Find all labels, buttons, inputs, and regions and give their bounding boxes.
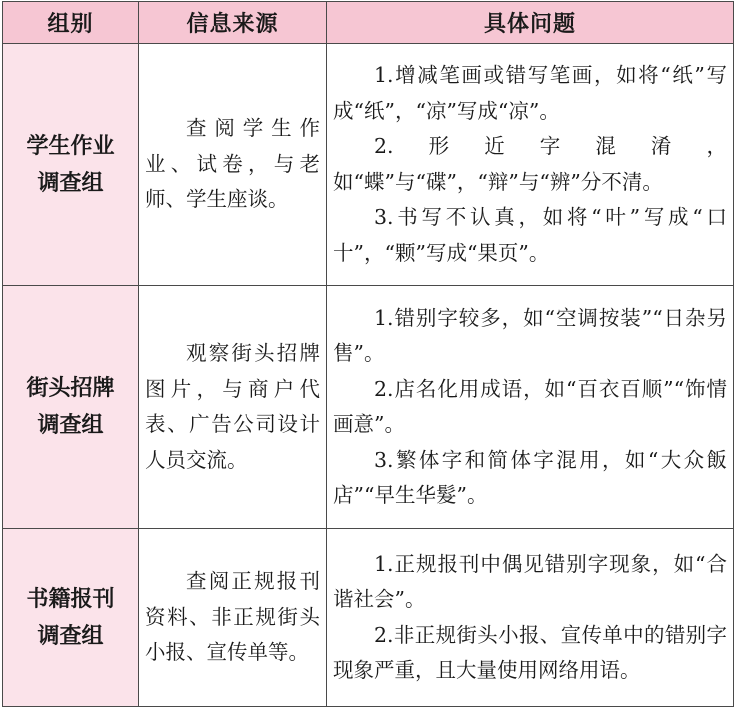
issues-cell	[327, 529, 734, 707]
issue-item: 1.增减笔画或错写笔画，如将“纸”写成“纸”，“凉”写成“凉”。	[333, 63, 727, 123]
table-header-row	[3, 2, 734, 44]
group-name-line2: 调查组	[37, 623, 104, 649]
source-text: 查阅正规报刊资料、非正规街头小报、宣传单等。	[145, 569, 320, 665]
issue-item: 2.非正规街头小报、宣传单中的错别字现象严重，且大量使用网络用语。	[333, 622, 727, 682]
source-cell	[139, 529, 327, 707]
table-row	[3, 44, 734, 286]
group-name-line1: 书籍报刊	[26, 586, 115, 612]
group-name-line2: 调查组	[37, 170, 104, 196]
survey-results-table	[2, 1, 734, 707]
source-cell	[139, 286, 327, 529]
header-group: 组别	[3, 2, 139, 44]
source-text: 观察街头招牌图片，与商户代表、广告公司设计人员交流。	[145, 341, 320, 472]
source-cell	[139, 44, 327, 286]
group-cell	[3, 529, 139, 707]
header-source: 信息来源	[139, 2, 327, 44]
issue-item: 1.错别字较多，如“空调按装”“日杂另售”。	[333, 305, 727, 365]
header-issues: 具体问题	[327, 2, 734, 44]
group-name-line1: 学生作业	[26, 133, 115, 159]
issues-cell	[327, 286, 734, 529]
group-name-line2: 调查组	[37, 413, 104, 438]
issue-item: 2.店名化用成语，如“百衣百顺”“饰情画意”。	[333, 376, 727, 436]
group-cell	[3, 286, 139, 529]
source-text: 查阅学生作业、试卷，与老师、学生座谈。	[145, 116, 320, 212]
issue-item: 1.正规报刊中偶见错别字现象，如“合谐社会”。	[333, 551, 727, 611]
table-row	[3, 286, 734, 529]
group-name-line1: 街头招牌	[26, 376, 115, 401]
issue-item: 2.形近字混淆，如“蝶”与“碟”，“辩”与“辨”分不清。	[333, 134, 727, 194]
issues-cell	[327, 44, 734, 286]
issue-item: 3.书写不认真，如将“叶”写成“口十”，“颗”写成“果页”。	[333, 205, 727, 265]
issue-item: 3.繁体字和简体字混用，如“大众飯店”“早生华髮”。	[333, 447, 727, 507]
table-row	[3, 529, 734, 707]
group-cell	[3, 44, 139, 286]
